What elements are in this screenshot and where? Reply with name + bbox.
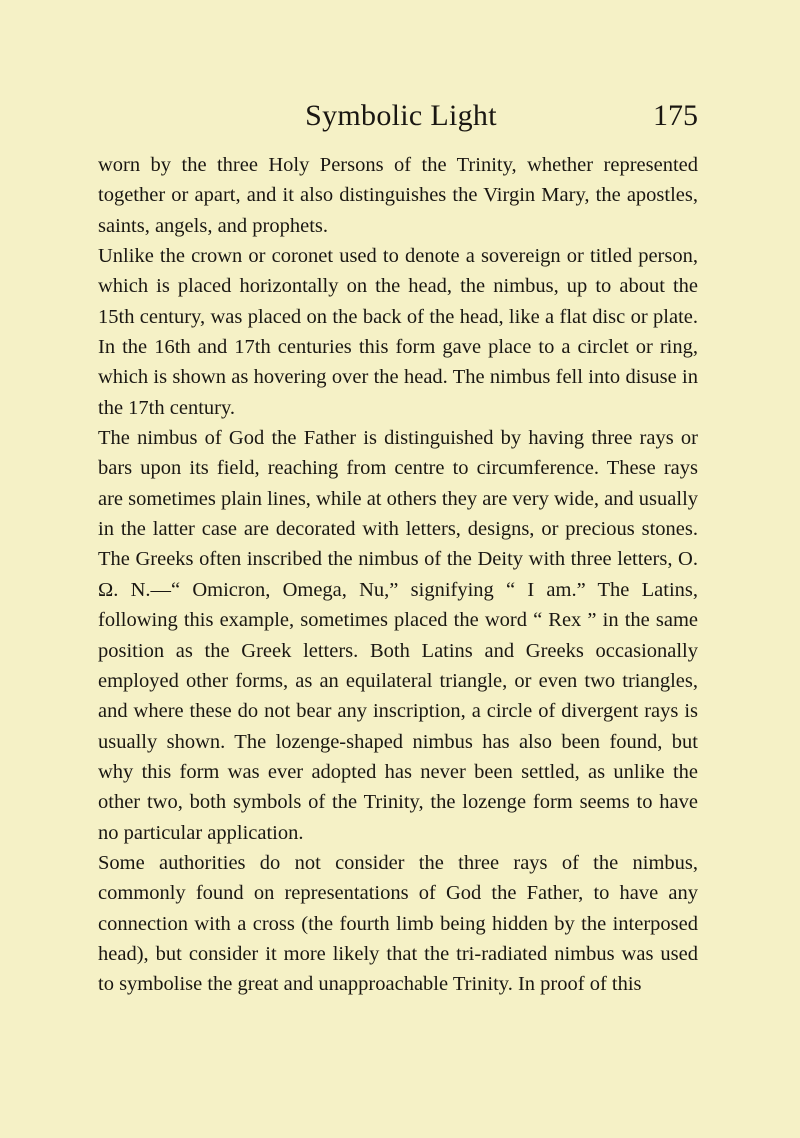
running-title: Symbolic Light: [305, 99, 497, 132]
running-head: [0, 96, 800, 140]
page-number: 175: [653, 99, 698, 132]
paragraph: Some authorities do not consider the three rays of the nimbus, commonly found on representations of God the Father, to have any connection with a cross (the fourth limb being hidden by the interposed head), but consider it more likely that the tri-radiated nimbus was used to symbolise the great and unapproachable Trinity. In proof of this: [98, 851, 698, 996]
paragraph: Unlike the crown or coronet used to denote a sovereign or titled person, which is placed horizontally on the head, the nimbus, up to about the 15th century, was placed on the back of the head, like a flat disc or plate. In the 16th and 17th centuries this form gave place to a circlet or ring, which is shown as hovering over the head. The nimbus fell into disuse in the 17th century.: [98, 245, 698, 419]
paragraph: worn by the three Holy Persons of the Trinity, whether represented together or apart, and it also distinguishes the Virgin Mary, the apostles, saints, angels, and prophets.: [98, 154, 698, 237]
paragraph: The nimbus of God the Father is distinguished by having three rays or bars upon its field, reaching from centre to circumference. These rays are sometimes plain lines, while at others they are very wide, and usually in the latter case are decorated with letters, designs, or precious stones. The Greeks often inscribed the nimbus of the Deity with three letters, O. Ω. N.—“ Omicron, Omega, Nu,” signifying “ I am.” The Latins, following this example, sometimes placed the word “ Rex ” in the same position as the Greek letters. Both Latins and Greeks occasionally employed other forms, as an equilateral triangle, or even two triangles, and where these do not bear any inscription, a circle of divergent rays is usually shown. The lozenge-shaped nimbus has also been found, but why this form was ever adopted has never been settled, as unlike the other two, both symbols of the Trinity, the lozenge form seems to have no particular application.: [98, 427, 699, 844]
body-text: [98, 150, 698, 1000]
